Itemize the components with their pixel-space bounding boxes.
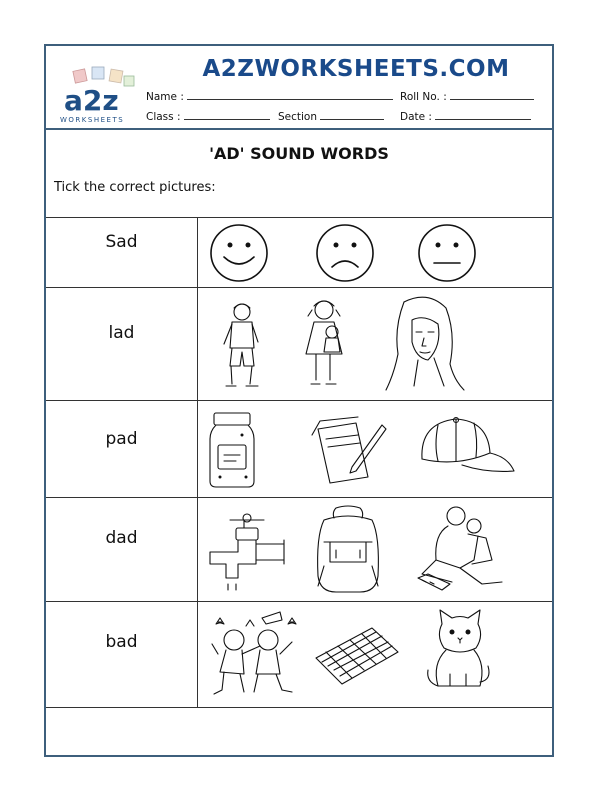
happy-face-icon[interactable]	[208, 223, 270, 283]
row-word: lad	[108, 323, 135, 343]
table-bottom-border	[46, 707, 552, 708]
date-label: Date :	[400, 111, 432, 123]
boy-icon[interactable]	[218, 300, 268, 392]
jar-icon[interactable]	[206, 411, 258, 489]
neutral-face-icon[interactable]	[416, 223, 478, 283]
roll-field[interactable]	[450, 90, 534, 100]
table-row	[46, 400, 552, 497]
worksheet-header	[46, 46, 552, 130]
cap-icon[interactable]	[416, 415, 516, 479]
table-row	[46, 217, 552, 287]
name-label: Name :	[146, 91, 184, 103]
worksheet-title: 'AD' SOUND WORDS	[209, 144, 389, 163]
row-word: bad	[105, 632, 138, 652]
word-cell	[46, 401, 198, 497]
picture-cell	[198, 602, 552, 707]
tap-icon[interactable]	[204, 512, 288, 592]
picture-cell	[198, 401, 552, 497]
worksheet-frame	[44, 44, 554, 757]
kitten-icon[interactable]	[426, 610, 492, 696]
word-cell	[46, 498, 198, 601]
date-field[interactable]	[435, 110, 531, 120]
instruction-text: Tick the correct pictures:	[54, 180, 216, 195]
word-cell	[46, 602, 198, 707]
svg-text:WORKSHEETS: WORKSHEETS	[60, 116, 125, 124]
fighting-kids-icon[interactable]	[210, 610, 302, 700]
table-row	[46, 287, 552, 400]
name-field[interactable]	[187, 90, 393, 100]
picture-cell	[198, 498, 552, 601]
picture-cell	[198, 218, 552, 287]
sad-face-icon[interactable]	[314, 223, 376, 283]
word-cell	[46, 288, 198, 400]
table-row	[46, 601, 552, 707]
backpack-icon[interactable]	[310, 506, 386, 596]
table-row	[46, 497, 552, 601]
girl-with-doll-icon[interactable]	[296, 298, 356, 392]
row-word: dad	[105, 528, 138, 548]
notepad-pencil-icon[interactable]	[308, 415, 388, 485]
svg-text:a2z: a2z	[64, 84, 119, 117]
section-label: Section	[278, 111, 318, 123]
site-title: A2ZWORKSHEETS.COM	[202, 56, 510, 82]
section-field[interactable]	[320, 110, 384, 120]
class-label: Class :	[146, 111, 181, 123]
roll-label: Roll No. :	[400, 91, 447, 103]
picture-cell	[198, 288, 552, 400]
word-cell	[46, 218, 198, 287]
woman-icon[interactable]	[384, 294, 468, 394]
a2z-logo-icon	[56, 64, 146, 126]
row-word: Sad	[105, 232, 138, 252]
father-child-icon[interactable]	[412, 504, 508, 596]
row-word: pad	[105, 429, 138, 449]
mat-icon[interactable]	[312, 624, 400, 688]
class-field[interactable]	[184, 110, 270, 120]
